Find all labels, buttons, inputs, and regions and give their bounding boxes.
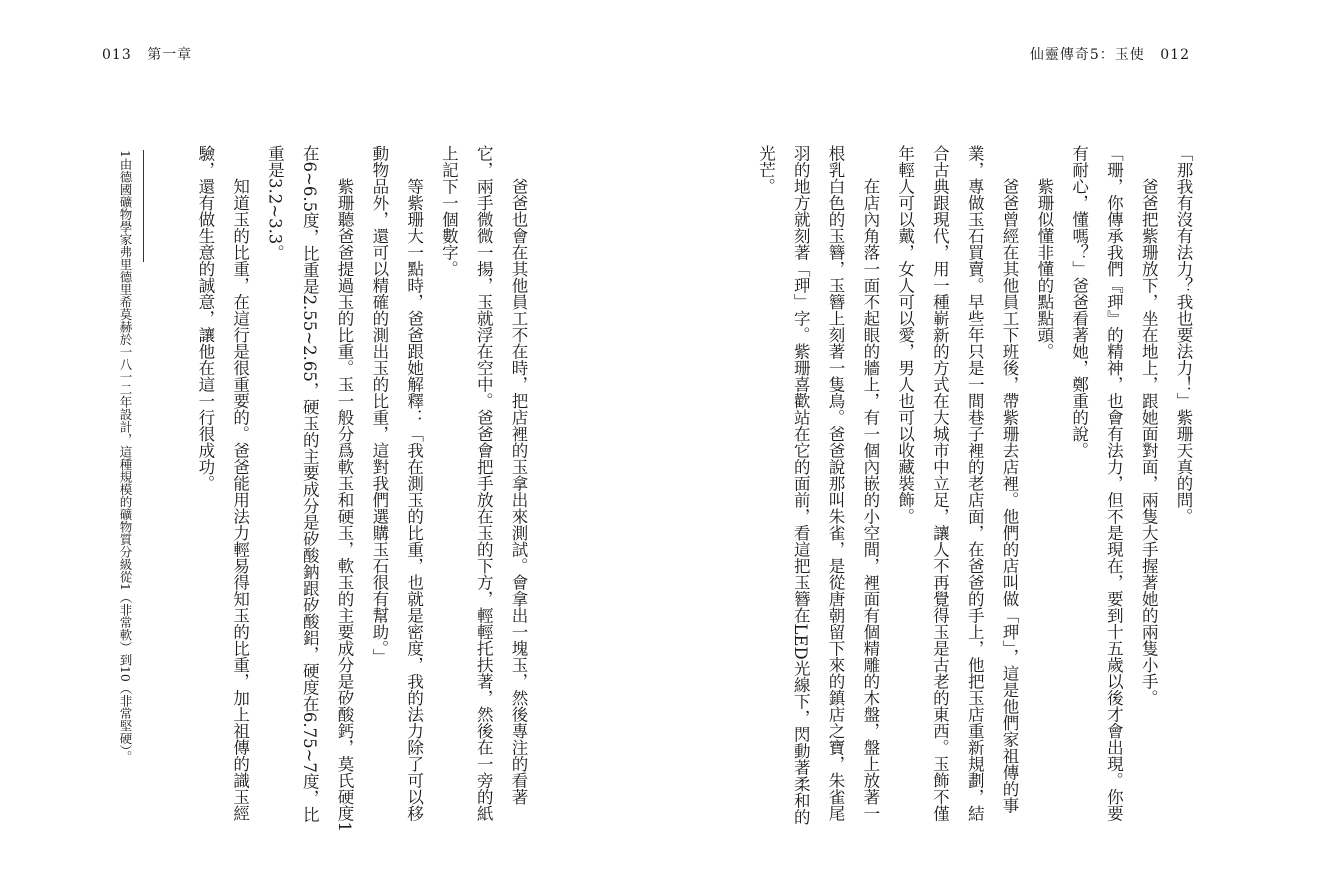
paragraph: 在店內角落一面不起眼的牆上，有一個內嵌的小空間，裡面有個精雕的木盤，盤上放著一根乳白色的玉簪，玉簪上刻著一隻鳥。爸爸說那叫朱雀，是從唐朝留下來的鎮店之寶，朱雀尾羽的地方就刻著「玾」字。紫珊喜歡站在它的面前，看這把玉簪在LED光線下，閃動著柔和的光芒。 [756,145,880,825]
right-page-body [756,145,1200,835]
paragraph: 「珊，你傳承我們『玾』的精神，也會有法力，但不是現在，要到十五歲以後才會出現。你要有耐心，懂嗎？」爸爸看著她，鄭重的說。 [1069,145,1124,822]
footnote [88,150,136,840]
book-title: 仙靈傳奇5：玉使 [1029,47,1145,63]
left-page-header [92,44,192,64]
paragraph: 紫珊聽爸爸提過玉的比重。玉一般分爲軟玉和硬玉，軟玉的主要成分是矽酸鈣，莫氏硬度1在6~6.5度，比重是2.55~2.65，硬玉的主要成分是矽酸鈉跟矽酸鋁，硬度在6.75~7度，比重是3.2~3.3。 [265,145,355,832]
chapter-title: 第一章 [147,47,193,63]
left-page-number: 013 [102,47,132,63]
right-page-number: 012 [1160,47,1190,63]
paragraph: 爸爸也會在其他員工不在時，把店裡的玉拿出來測試。會拿出一塊玉，然後專注的看著它，兩手微微一揚，玉就浮在空中。爸爸會把手放在玉的下方，輕輕托扶著，然後在一旁的紙上記下一個數字。 [439,145,528,822]
paragraph: 爸爸曾經在其他員工下班後，帶紫珊去店裡。他們的店叫做「玾」，這是他們家祖傳的事業，專做玉石買賣。早些年只是一間巷子裡的老店面，在爸爸的手上，他把玉店重新規劃，結合古典跟現代，用一種嶄新的方式在大城市中立足，讓人不再覺得玉是古老的東西。玉飾不僅年輕人可以戴，女人可以愛，男人也可以收藏裝飾。 [895,145,1020,822]
left-page-body [195,145,535,835]
paragraph: 等紫珊大一點時，爸爸跟她解釋：「我在測玉的比重，也就是密度，我的法力除了可以移動物品外，還可以精確的測出玉的比重，這對我們選購玉石很有幫助。」 [369,145,424,822]
footnote-text: 1由德國礦物學家弗里德里希莫赫於一八一二年設計，這種規模的礦物質分級從1（非常軟）到10（非常堅硬）。 [118,150,133,764]
paragraph: 知道玉的比重，在這行是很重要的。爸爸能用法力輕易得知玉的比重，加上祖傳的識玉經驗，還有做生意的誠意，讓他在這一行很成功。 [195,145,250,822]
paragraph: 「那我有沒有法力？我也要法力！」紫珊天真的問。 [1174,145,1193,525]
right-page-header [1030,44,1200,64]
paragraph: 爸爸把紫珊放下，坐在地上，跟她面對面，兩隻大手握著她的兩隻小手。 [1139,178,1159,706]
paragraph: 紫珊似懂非懂的點點頭。 [1034,178,1054,360]
footnote-divider [143,150,144,262]
